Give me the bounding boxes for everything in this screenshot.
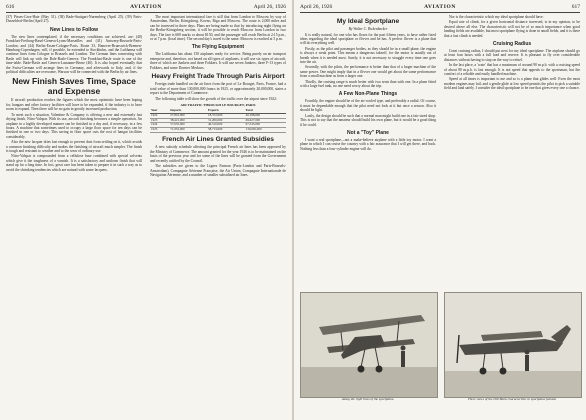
- right-page-title: AVIATION: [424, 4, 456, 10]
- table-cell: 18,372,000: [207, 113, 245, 118]
- left-page-date: April 26, 1926: [253, 4, 286, 10]
- article-text: Equal rate of climb, for a given horizontal distance traversed, is in my opinion, to be desired above all else. The characteristic will not be of so much importance when good landing fields are available, but most sportplane flying is done in small fields, and it is there that a fast climb is needed.: [444, 20, 580, 38]
- article-text: Nitro-Valspar is compounded from a cellulose base combined with special solvents which give it the toughness of a varnish. It is a satisfactory and uniform finish that will stand up for a long time. In fact, great care has been taken to prepare it in such a way as to avoid the shrinking tendencies which are natural with some lacquers.: [6, 154, 142, 172]
- article-text: Nor is the characteristic which my ideal sportplane should have.: [449, 15, 544, 19]
- photo-caption: Along the right lines of the sportplane.: [341, 397, 395, 401]
- table-header-cell: Exports: [207, 109, 245, 113]
- table-cell: 40,510,000: [207, 123, 245, 128]
- table-title: AIR TRAFFIC THROUGH LE BOURGET, PARIS: [180, 103, 256, 108]
- byline: By Walter C. Rickenbacker: [348, 27, 388, 32]
- monoplane-photo-image: [445, 293, 581, 397]
- right-page-number: 617: [571, 4, 580, 10]
- article-text: The new lines contemplated, if the necessary conditions are achieved, are: (40) Frankfurt-Freiburg-Basel-Geneva-Lyons-Marseilles and (41) Antwerp-Brussels-Paris-London; and (44) Berlin-Essen-Cologne-Paris. Route 33, Hanover-Brunswick-Bremen-Hamburg-Copenhagen, will, if possible, be extended to Stockholm, and the Lufthansa will continue lines from Cologne to Brussels and London. The German lines connecting with Basle will link up with the Bale-Basle-Geneva. The Frankfurt-Basle route is one of the time-table. Bade-Basle and Geneva-Lausanne-Berne (40). It is also hoped eventually that the Swiss-German will arrange lines in Germany, and afterwards to Italy, and, if the political difficulties are overcome, Warsaw will be connected with the Berlin by air lines.: [6, 34, 142, 75]
- article-headline: New Finish Saves Time, Space and Expense: [12, 76, 136, 96]
- section-heading: New Lines to Follow: [49, 26, 99, 33]
- table-cell: 1925: [150, 128, 169, 133]
- right-header-rule: [300, 12, 580, 13]
- article-text: Firstly, as the pilot and passenger bodies, as they should be in a small plane, the engine is always a weak point. This means a dangerous takeoff, for the motor is usually out of breath when it is needed most. Surely, it is not necessary to struggle every time one goes into the air.: [300, 46, 436, 65]
- article-headline: My Ideal Sportplane: [336, 18, 400, 25]
- article-text: Secondly, with the pilots, the performance is better than that of a larger machine of the same power. One might imply that in a flivver one would get about the same performance from a small machine as from a larger one.: [300, 65, 436, 79]
- table-header-cell: Total: [245, 109, 286, 113]
- article-text: Thirdly, the cruising range is much better with two seats than with one. In a plane fitted with a large fuel tank, no one need worry about the trip.: [300, 79, 436, 89]
- section-heading: A Few Non-Plane Things: [338, 91, 398, 98]
- section-heading: Not a "Toy" Plane: [347, 129, 389, 136]
- table-cell: 69,627,000: [245, 118, 286, 123]
- right-column-1: [300, 15, 436, 286]
- table-cell: 1923: [150, 118, 169, 123]
- sportplane-photo-right: [444, 292, 582, 398]
- article-headline: French Air Lines Granted Subsidies: [162, 136, 274, 144]
- article-text: Lastly, the design should be such that a normal man might build one in a fair-sized shop. This is not to say that the amateur should build his own plane, but it would be a good thing if he could.: [300, 113, 436, 127]
- section-heading: The Flying Equipment: [191, 44, 245, 51]
- section-heading: Cruising Radius: [492, 41, 532, 48]
- article-headline: Heavy Freight Trade Through Paris Airport: [151, 73, 285, 81]
- article-text: It is really natural, for one who has flown for the past fifteen years, to have rather fixed ideas regarding the ideal sportplane or flivver and he has. A perfect flivver is a plane that will do everything well.: [300, 32, 436, 46]
- sportplane-photo-left: [300, 292, 438, 398]
- table-cell: 1924: [150, 123, 169, 128]
- table-cell: 27,816,000: [169, 113, 207, 118]
- left-column-1: [6, 15, 142, 416]
- article-text: Also the new lacquer dries fast enough to prevent dust from settling on it, which avoids a common finishing difficulty and makes the finishing of aircraft much simpler. The finish is tough and resistant to weather and to the wear of ordinary use.: [6, 140, 142, 153]
- article-text: The most important international fare is still that from London to Moscow by way of Amsterdam, Berlin, Königsberg, Kovno, Riga and Moscow. The route is 2,000 miles and can be traversed in three days. Plans are being made so that by introducing night flying on the Berlin-Königsberg section, it will be possible to reach Moscow from London in two days. The fare is 600 marks or about $150, and the passenger will reach Berlin at 2:15 p.m., or at 7 p.m. (local time). The second day's travel is the same. Moscow is reached at 5 p.m.: [150, 15, 286, 42]
- article-text: I want a real sportplane—not a make-believe airplane with a little toy motor. I want a plane in which I can cruise the country with a fair assurance that I will get there, and back. Nothing less than a four-cylinder engine will do.: [300, 137, 436, 151]
- right-page-date: April 26, 1926: [300, 4, 333, 10]
- table-cell: 58,713,000: [207, 128, 245, 133]
- article-text: If aircraft production reaches the figures which the most optimistic have been hoping for, hangars and other factory facilities will have to be expanded, if the industry is to have room to expand. Then there will be no gain in greatly increased production.: [6, 98, 142, 112]
- right-column-2: [444, 15, 580, 286]
- article-text: Speed at all times is important to me and so is a plane that glides well. Even the most modern engines may fail, and a gentle glide at low speed permits the pilot to pick a suitable field and land safely. I consider the ideal sportplane to be one that gives every one a chance.: [444, 77, 580, 91]
- article-text: In the last place, a 'crate' that has a maximum of around 90 m.p.h. with a cruising speed of about 80 m.p.h. is fast enough. It is not speed that appeals to the sportsman, but the comfort of a reliable and easily handled machine.: [444, 63, 580, 77]
- biplane-photo-image: [301, 293, 437, 397]
- table-row: [150, 128, 286, 133]
- table-header-cell: Year: [150, 109, 169, 113]
- article-text: To meet such a situation, Valentine & Company is offering a new and extremely fast drying finish, Nitro-Valspar. With its use, aircraft finishing becomes a simple operation. An airplane in a highly developed manner can be finished in a day and, if necessary, in a few hours. A machine that sometimes used to occupy a large floor space for ten days can be finished in one or two days. This saving in floor space cuts the cost of hangar facilities considerably.: [6, 112, 142, 139]
- article-text: Foreign trade handled on the air lines from the port of Le Bourget, Paris, France, had a total value of more than 130,000,000 francs in 1925, or approximately 20,000,000, states a report to the Department of Commerce.: [150, 82, 286, 96]
- table-cell: 130,665,000: [245, 128, 286, 133]
- left-page: [0, 0, 292, 420]
- left-header-rule: [6, 12, 286, 13]
- left-column-2: [150, 15, 286, 416]
- table-cell: 97,545,000: [245, 123, 286, 128]
- table-cell: 57,035,000: [169, 123, 207, 128]
- article-text: The following table will show the growth of the traffic over the airport since 1922:: [155, 96, 277, 101]
- table-cell: 1922: [150, 113, 169, 118]
- photo-strip: [300, 292, 580, 404]
- left-page-number: 616: [6, 4, 15, 10]
- article-text: The Lufthansa has about 150 airplanes ready for service. Being purely an air transport enterprise and, therefore, not based on all types of airplanes, it will use six types of aircraft, three of which are Junkers and three Fokkers. It will use seven Junkers, three F-13 types of Fokkers, and some Dornier Merkurs.: [150, 52, 286, 70]
- article-text: Fourthly, the engine should be of the air-cooled type, and preferably a radial. Of course, it must be dependable enough that the pilot need not look at it but once a season. Also it should be light.: [300, 99, 436, 113]
- table-cell: 31,206,000: [207, 118, 245, 123]
- article-text: (37) Pisses-Gros-Haie (May 31). (38) Bade-Stuttgart-Nuremberg (April 25). (39) Paris-Dusseldorf-Berlin (April 27).: [6, 15, 142, 24]
- table-cell: 46,188,000: [245, 113, 286, 118]
- table-header-cell: Imports: [169, 109, 207, 113]
- left-page-title: AVIATION: [130, 4, 162, 10]
- table-cell: 71,952,000: [169, 128, 207, 133]
- right-page: [294, 0, 586, 420]
- article-text: A new subsidy schedule affecting the principal French air lines has been approved by the Ministry of Commerce. The amount granted for the year 1926 is to be maintained on the basis of the previous year and for some of the lines will be granted from the Government and recently ratified by the Council.: [150, 145, 286, 163]
- article-text: Great cruising radius, I should put next for my ideal sportplane. The airplane should go at least four hours with a full load and reserve. It is pleasant to fly over considerable distances without having to stop on the way to refuel.: [444, 49, 580, 62]
- article-text: The subsidies are given to the Lignes Farman (Paris-London and Paris-Brussels-Amsterdam), Compagnie Aérienne Française, the Air Union, Compagnie Internationale de Navigation Aérienne, and a number of smaller subsidized air lines.: [150, 164, 286, 177]
- photo-caption: Three views of the Dill Mark characteristic in sportplane fashion: [467, 397, 557, 401]
- traffic-table: [150, 109, 286, 133]
- table-cell: 38,421,000: [169, 118, 207, 123]
